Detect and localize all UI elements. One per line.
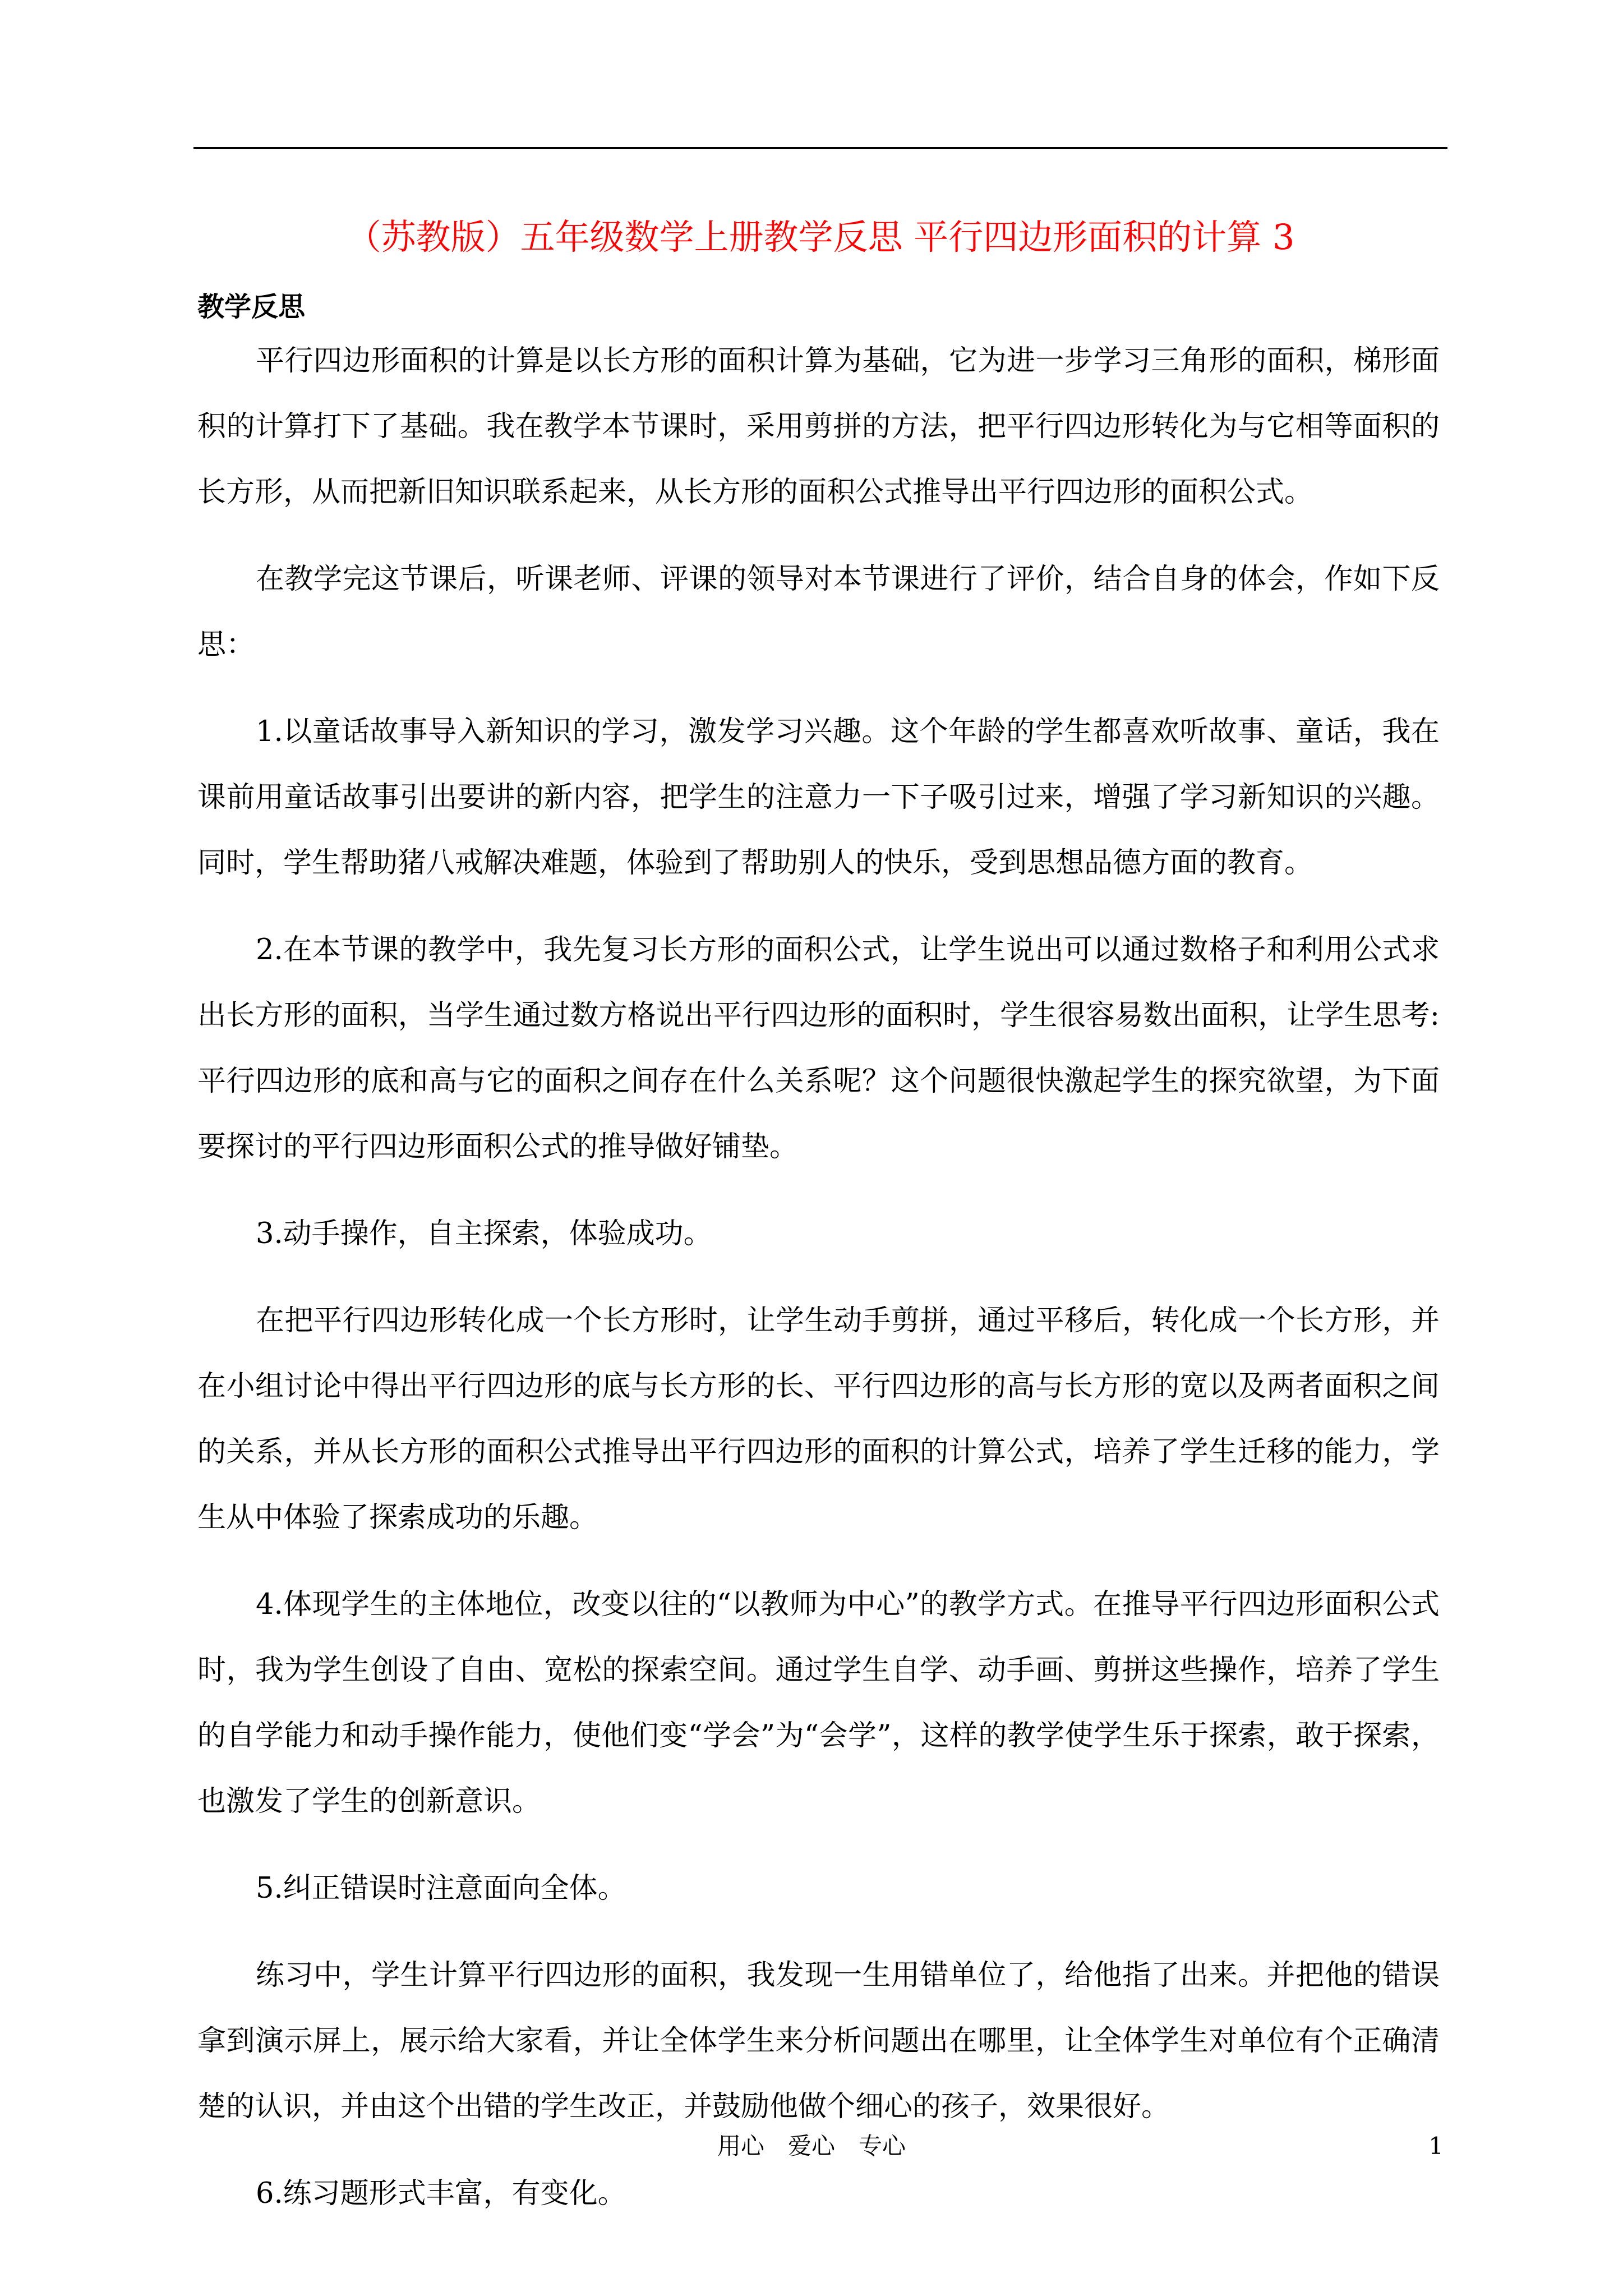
footer-motto: 用心 爱心 专心 [717, 2132, 906, 2160]
paragraph: 在教学完这节课后，听课老师、评课的领导对本节课进行了评价，结合自身的体会，作如下反思： [197, 563, 1440, 661]
paragraph: 1.以童话故事导入新知识的学习，激发学习兴趣。这个年龄的学生都喜欢听故事、童话，我在课前用童话故事引出要讲的新内容，把学生的注意力一下子吸引过来，增强了学习新知识的兴趣。同时，学生帮助猪八戒解决难题，体验到了帮助别人的快乐，受到思想品德方面的教育。 [197, 715, 1440, 880]
header-rule [193, 147, 1447, 149]
document-body [197, 328, 1440, 2248]
paragraph: 3.动手操作，自主探索，体验成功。 [256, 1217, 712, 1250]
paragraph: 2.在本节课的教学中，我先复习长方形的面积公式，让学生说出可以通过数格子和利用公式求出长方形的面积，当学生通过数方格说出平行四边形的面积时，学生很容易数出面积，让学生思考:平行四边形的底和高与它的面积之间存在什么关系呢？这个问题很快激起学生的探究欲望，为下面要探讨的平行四边形面积公式的推导做好铺垫。 [197, 933, 1440, 1163]
paragraph: 4.体现学生的主体地位，改变以往的“以教师为中心”的教学方式。在推导平行四边形面积公式时，我为学生创设了自由、宽松的探索空间。通过学生自学、动手画、剪拼这些操作，培养了学生的自学能力和动手操作能力，使他们变“学会”为“会学”，这样的教学使学生乐于探索，敢于探索，也激发了学生的创新意识。 [197, 1588, 1440, 1818]
paragraph: 在把平行四边形转化成一个长方形时，让学生动手剪拼，通过平移后，转化成一个长方形，并在小组讨论中得出平行四边形的底与长方形的长、平行四边形的高与长方形的宽以及两者面积之间的关系，并从长方形的面积公式推导出平行四边形的面积的计算公式，培养了学生迁移的能力，学生从中体验了探索成功的乐趣。 [197, 1304, 1440, 1534]
document-title: （苏教版）五年级数学上册教学反思 平行四边形面积的计算 3 [346, 217, 1295, 257]
paragraph: 练习中，学生计算平行四边形的面积，我发现一生用错单位了，给他指了出来。并把他的错误拿到演示屏上，展示给大家看，并让全体学生来分析问题出在哪里，让全体学生对单位有个正确清楚的认识，并由这个出错的学生改正，并鼓励他做个细心的孩子，效果很好。 [197, 1959, 1440, 2123]
page-number: 1 [1428, 2132, 1444, 2160]
paragraph: 平行四边形面积的计算是以长方形的面积计算为基础，它为进一步学习三角形的面积，梯形面积的计算打下了基础。我在教学本节课时，采用剪拼的方法，把平行四边形转化为与它相等面积的长方形，从而把新旧知识联系起来，从长方形的面积公式推导出平行四边形的面积公式。 [197, 344, 1440, 509]
section-heading: 教学反思 [197, 291, 306, 323]
paragraph: 5.纠正错误时注意面向全体。 [256, 1872, 626, 1905]
paragraph: 6.练习题形式丰富，有变化。 [256, 2177, 626, 2210]
